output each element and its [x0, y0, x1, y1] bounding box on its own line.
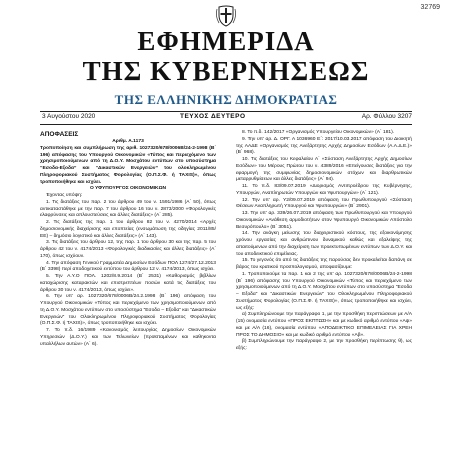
masthead-title-line1: ΕΦΗΜΕΡΙΔΑ [137, 26, 315, 56]
issuing-authority: Ο ΥΦΥΠΟΥΡΓΟΣ ΟΙΚΟΝΟΜΙΚΩΝ [89, 186, 167, 192]
paragraph: 4. Την απόφαση Γενικού Γραμματέα Δημοσίων Εσόδων ΠΟΛ 1274/27.12.2013 (Β΄ 3398) περί αποδοχετικού εντύπου του άρθρου 12 ν. 4174/2013, όπως ισχύει. [40, 260, 216, 273]
divider [40, 124, 412, 125]
decision-number: Αριθμ. Α.1173 [112, 139, 144, 144]
masthead-title-line2: ΤΗΣ ΚΥΒΕΡΝΗΣΕΩΣ [82, 56, 370, 86]
greek-coat-of-arms-icon [214, 4, 238, 28]
paragraph: 14. Την ανάγκη μείωσης του διαχειριστικού κόστους, της εξοικονόμησης χρόνου εργασίας και ανθρώπινου δυναμικού καθώς και εξαλείψης της απαιτούμενων από την διαχείριση των προεκτυπωμένων εντύπων των Δ.Ο.Υ. και του αποδεικτικού επιμέλειας. [236, 231, 412, 257]
paragraph: β) Συμπληρώνουμε την παράγραφο 2, με την προσθήκη περίπτωσης θ), ως εξής: [236, 339, 412, 351]
section-heading: ΑΠΟΦΑΣΕΙΣ [40, 131, 79, 138]
paragraph: 15. Το γεγονός ότι από τις διατάξεις της παρούσας δεν προκαλείται δαπάνη σε βάρος του κρατικού προϋπολογισμού, αποφασίζουμε: [236, 258, 412, 270]
paragraph: 9. Την υπ' αρ. Δ. ΟΡΓ. Α 1036960 Ε΄: 2017/10.03.2017 απόφαση του Διοικητή της ΑΑΔΕ «Οργανισμός της Ανεξάρτητης Αρχής Δημοσίων Εσόδων (Α.Α.Δ.Ε.)» (Β΄ 968). [236, 136, 412, 156]
paragraph: α) Συμπληρώνουμε την παράγραφο 1, με την προσθήκη περιπτώσεων με Α/Α (15) ονομασία εντύπου «ΠΡΟΣ ΕΚΠΤΩΣΗ» και με κωδικό αριθμό εντύπου «Αψ» και με Α/Α (16), ονομασία εντύπου «ΑΠΟΔΕΙΚΤΙΚΟ ΕΠΙΜΕΛΕΙΑΣ ΓΙΑ ΧΡΕΗ ΠΡΟΣ ΤΟ ΔΗΜΟΣΙΟ» και με κωδικό αριθμό εντύπου «Αβ». [236, 312, 412, 338]
paragraph: 6. Την υπ' αρ. 1027320/678/0006Β/24.2.1998 (Β΄ 196) απόφαση του Υπουργού Οικονομικών «Τύπος και περιεχόμενο των χρησιμοποιούμενων από τη Δ.Ο.Υ. Μοσχάτου εντύπων στο υποσύστημα “Εσοδα – Εξοδα” και “Δικαστικών Ενεργειών” του Ολοκληρωμένου Πληροφοριακού Συστήματος Φορολογίας (Ο.Π.Σ.Φ. ή TAXIS)», όπως τροποποιήθηκε και ισχύει. [40, 294, 216, 327]
masthead-subtitle: ΤΗΣ ΕΛΛΗΝΙΚΗΣ ΔΗΜΟΚΡΑΤΙΑΣ [114, 92, 338, 107]
paragraph: 1. Τις διατάξεις του παρ. 2 του άρθρου 49 του ν. 1591/1986 (Α΄ 50), όπως αντικαταστάθηκε με την παρ. 7 του άρθρου 16 του ν. 2873/2000 «Φορολογικές ελαφρύνσεις και απλουστεύσεις και άλλες διατάξεις» (Α΄ 285). [40, 199, 216, 219]
issue-date: 3 Αυγούστου 2020 [42, 113, 96, 120]
right-column [236, 130, 412, 353]
paragraph: 10. Τις διατάξεις του Κεφαλαίου Α΄ «Σύσταση Ανεξάρτητης Αρχής Δημοσίων Εσόδων» του Μέρους Πρώτου του ν. 4389/2016 «Επείγουσες διατάξεις για την εφαρμογή της συμφωνίας δημοσιονομικών στόχων και διαρθρωτικών μεταρρυθμίσεων και άλλες διατάξεις» (Α΄ 94). [236, 157, 412, 183]
left-column [40, 130, 216, 348]
paragraph: 5. Την Α.Υ.Ο ΠΟΛ. 1202/8.9.2014 (Β΄ 2531) «Καθορισμός βιβλίων καταχώρισης καταρακτών και επιστρεπτέων ποσών κατά τις διατάξεις του άρθρου 30 του ν. 4174/2013, όπως ισχύει». [40, 274, 216, 293]
paragraph: 8. Το π.δ. 142/2017 «Οργανισμός Υπουργείου Οικονομικών» (Α΄ 181). [242, 130, 395, 135]
issue-sheet-number: Αρ. Φύλλου 3207 [361, 113, 412, 120]
divider [40, 111, 412, 112]
paragraph: 12. Την υπ' αρ. Υ2/09.07.2019 απόφαση του Πρωθυπουργού «Σύσταση Θέσεων Αναπληρωτή Υπουργού και Υφυπουργών» (Β΄ 2901). [236, 197, 412, 210]
page-number: 32769 [420, 4, 440, 11]
paragraph: 13. Την υπ' αρ. 339/26.07.2019 απόφαση των Πρωθυπουργού και Υπουργού Οικονομικών «Ανάθεση αρμοδιοτήτων στον Υφυπουργό Οικονομικών Απόστολο Βεσυρόπουλο» (Β΄ 3051). [236, 211, 412, 230]
paragraph: 11. Το π.δ. 83/09.07.2019 «Διορισμός Αντιπροέδρου της Κυβέρνησης, Υπουργών, Αναπληρωτών Υπουργών και Υφυπουργών» (Α΄ 121). [236, 184, 412, 196]
decision-title: Τροποποίηση και συμπλήρωση της αριθ. 1027320/678/0006Β/24-2-1998 (Β΄ 196) απόφασης του Υπουργού Οικονομικών «Τύπος και περιεχόμενο των χρησιμοποιούμενων από τη Δ.Ο.Υ. Μοσχάτου εντύπων στο υποσύστημα “Εσοδα-Εξοδα” και “Δικαστικών Ενεργειών” του ολοκληρωμένου Πληροφοριακού Συστήματος Φορολογίας (Ο.Π.Σ.Φ. ή TAXIS)», όπως τροποποιήθηκε και ισχύει. [40, 145, 216, 185]
paragraph: 1. Τροποποιούμε τα παρ. 1 και 2 της υπ' αρ. 1027320/678/0006Β/24-2-1998 (Β΄ 196) απόφασης του Υπουργού Οικονομικών «Τύπος και περιεχόμενο των χρησιμοποιούμενων από τη Δ.Ο.Υ. Μοσχάτου εντύπων στο υποσύστημα “Εσοδα – Εξοδα” και “Δικαστικών Ενεργειών” του Ολοκληρωμένου Πληροφοριακού Συστήματος Φορολογίας (Ο.Π.Σ.Φ. ή TAXIS)», όπως τροποποιήθηκε και ισχύει, ως εξής: [236, 271, 412, 311]
paragraph: 3. Τις διατάξεις του άρθρου 12, της παρ. 1 του άρθρου 30 και της παρ. 5 του άρθρου 42 του ν. 4174/2013 «Φορολογικές διαδικασίες και άλλες διατάξεις» (Α΄ 170), όπως ισχύουν. [40, 240, 216, 259]
preamble: Έχοντας υπόψη: [46, 193, 83, 198]
paragraph: 2. Τις διατάξεις της παρ. 1 του άρθρου 82 του ν. 4270/2014 «Αρχές δημοσιονομικής διαχείρισης και εποπτείας (ενσωμάτωση της οδηγίας 2011/85/ΕΕ) – δημόσιο λογιστικό και άλλες διατάξεις» (Α΄ 143). [40, 220, 216, 239]
issue-volume: ΤΕΥΧΟΣ ΔΕΥΤΕΡΟ [180, 113, 246, 120]
paragraph: 7. Το π.δ. 16/1989 «Κανονισμός λειτουργίας Δημοσίων Οικονομικών Υπηρεσιών (Δ.Ο.Υ.) και των Τελωνείων (προϊσταμένων και καθηκοντα υπαλλήλων αυτών» (Α΄ 6). [40, 328, 216, 347]
